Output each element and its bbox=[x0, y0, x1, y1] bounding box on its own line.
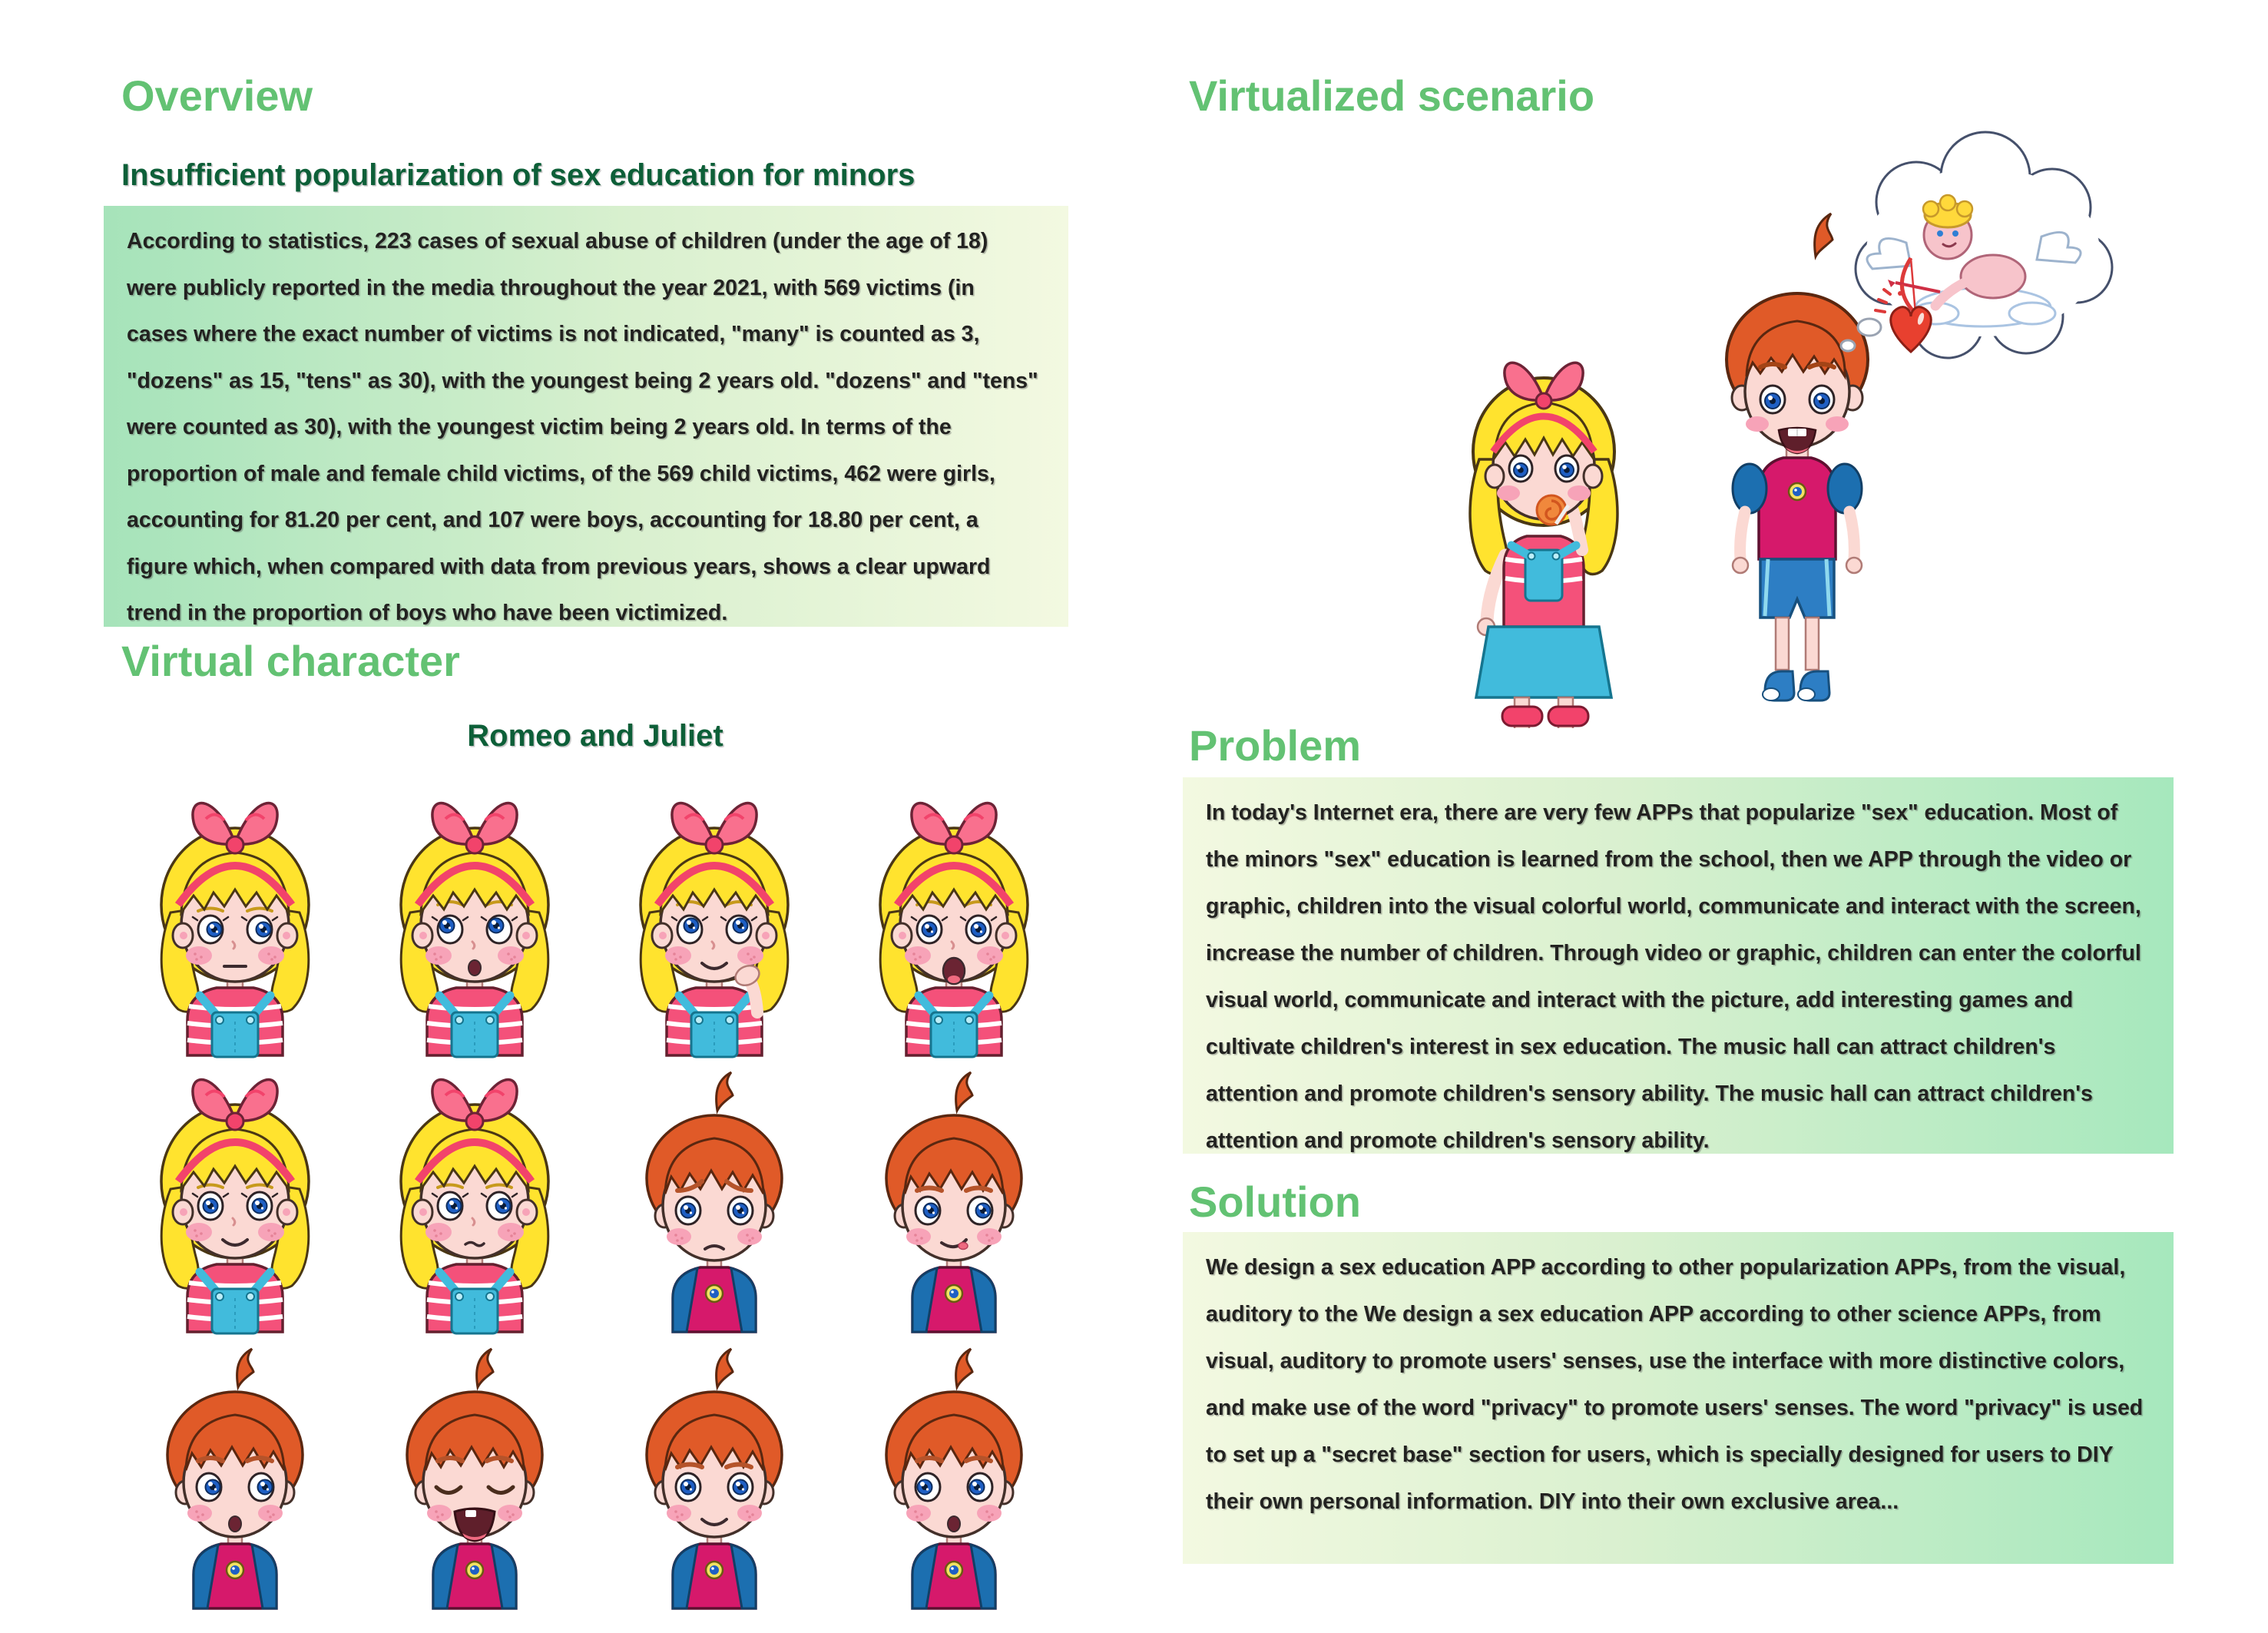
scenario-girl-character bbox=[1470, 363, 1617, 728]
thought-bubble bbox=[1841, 132, 2112, 358]
character-juliet-thinking bbox=[594, 782, 834, 1058]
character-romeo-cheeky bbox=[834, 1058, 1074, 1335]
virtual-character-title: Virtual character bbox=[121, 637, 460, 685]
character-romeo-laughing bbox=[355, 1335, 594, 1627]
virtual-character-subtitle: Romeo and Juliet bbox=[467, 719, 723, 753]
character-juliet-glance bbox=[355, 782, 594, 1058]
character-romeo-gasp bbox=[834, 1335, 1074, 1627]
solution-body: We design a sex education APP according to other popularization APPs, from the visual, auditory to the We design a sex education APP according to other science APPs, from visual, auditory to promote users' senses, use the interface with more distinctive colors, and make use of the word "privacy" to promote users' senses. The word "privacy" is used to set up a "secret base" section for users, which is specially designed for users to DIY their own personal information. DIY into their own exclusive area... bbox=[1206, 1255, 2144, 1514]
character-romeo-smile bbox=[594, 1335, 834, 1627]
problem-text-box bbox=[1183, 777, 2174, 1154]
problem-title: Problem bbox=[1189, 721, 1362, 770]
overview-subtitle: Insufficient popularization of sex education for minors bbox=[121, 158, 915, 192]
character-juliet-shocked bbox=[834, 782, 1074, 1058]
character-juliet-smile bbox=[115, 1058, 355, 1335]
character-romeo-surprised bbox=[115, 1335, 355, 1627]
character-expression-grid bbox=[115, 782, 1075, 1627]
overview-body: According to statistics, 223 cases of sexual abuse of children (under the age of 18) were publicly reported in the media throughout the year 2021, with 569 victims (in cases where the exact number of victims is not indicated, "many" is counted as 3, "dozens" as 15, "tens" as 30), with the youngest being 2 years old. "dozens" and "tens" were counted as 30), with the youngest victim being 2 years old. In terms of the proportion of male and female child victims, of the 569 child victims, 462 were girls, accounting for 81.20 per cent, and 107 were boys, accounting for 18.80 per cent, a figure which, when compared with data from previous years, shows a clear upward trend in the proportion of boys who have been victimized. bbox=[127, 229, 1038, 625]
solution-text-box bbox=[1183, 1232, 2174, 1564]
character-romeo-worried bbox=[594, 1058, 834, 1335]
overview-text-box bbox=[104, 206, 1068, 627]
character-juliet-pout bbox=[355, 1058, 594, 1335]
scenario-boy-character bbox=[1727, 214, 1868, 701]
solution-title: Solution bbox=[1189, 1178, 1361, 1226]
character-juliet-annoyed bbox=[115, 782, 355, 1058]
problem-body: In today's Internet era, there are very few APPs that popularize "sex" education. Most of the minors "sex" education is learned from the school, then we APP through the video or graphic, children into the visual colorful world, communicate and interact with the screen, increase the number of children. Through video or graphic, children can enter the colorful visual world, communicate and interact with the picture, add interesting games and cultivate children's interest in sex education. The music hall can attract children's attention and promote children's sensory ability. The music hall can attract children's attention and promote children's sensory ability. bbox=[1206, 800, 2141, 1153]
virtualized-scenario-illustration bbox=[1398, 129, 2204, 728]
virtualized-scenario-title: Virtualized scenario bbox=[1189, 71, 1595, 120]
overview-title: Overview bbox=[121, 71, 313, 120]
